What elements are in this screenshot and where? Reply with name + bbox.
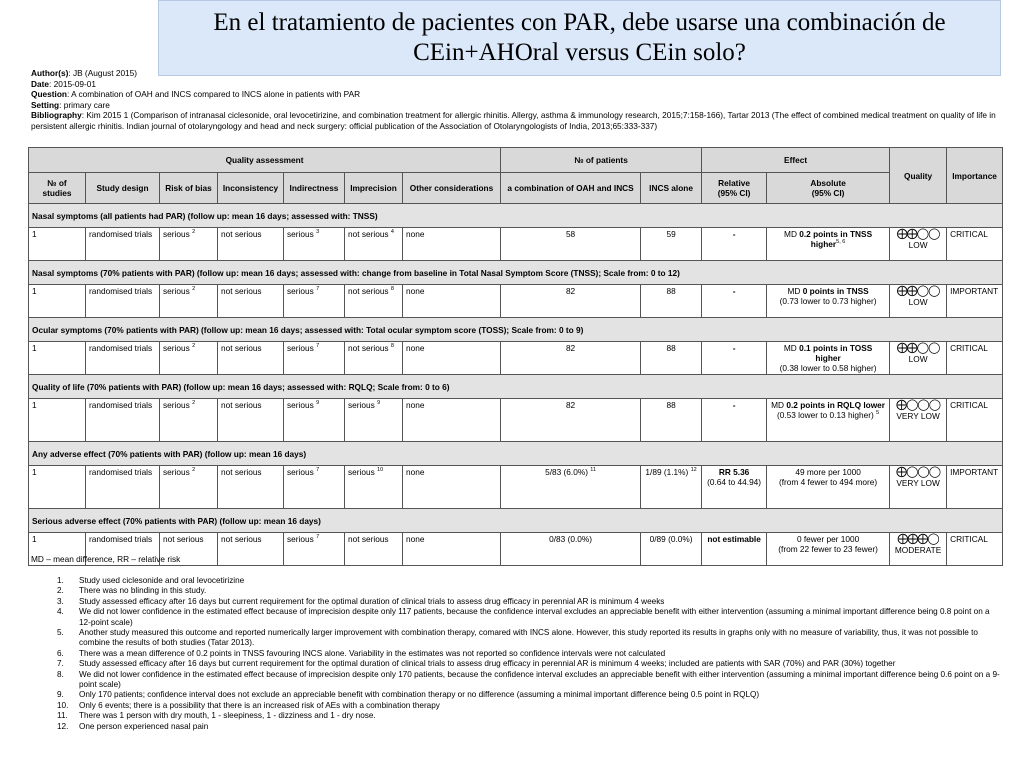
cell-inconsistency: not serious	[218, 533, 284, 566]
quality-rating-icon: ⨁⨁◯◯	[896, 285, 940, 297]
footnote-ref: 2	[192, 400, 196, 407]
cell-imprecision: not serious	[345, 533, 403, 566]
footnote-ref: 9	[316, 400, 320, 407]
footnote-number: 2.	[57, 586, 64, 596]
absolute-effect: 0 fewer per 1000	[796, 534, 860, 544]
header-indirectness: Indirectness	[284, 173, 345, 204]
cell-incs-alone: 59	[641, 228, 702, 261]
cell-importance: CRITICAL	[947, 228, 1003, 261]
absolute-prefix: MD	[771, 400, 787, 410]
footnote-ref: 10	[377, 467, 384, 474]
cell-indirectness: serious $^9$	[284, 399, 345, 442]
footnote-text: Study assessed efficacy after 16 days but current requirement for the optimal duration of clinical trials to assess drug efficacy in perennial AR is minimum 4 weeks; included are patients with SAR (70%) and PAR (30%) together	[79, 659, 896, 669]
quality-rating-icon: ⨁⨁⨁◯	[897, 533, 939, 545]
cell-relative: -	[702, 228, 767, 261]
footnote-ref: 9	[377, 400, 381, 407]
meta-setting: Setting: primary care	[31, 99, 110, 110]
footnotes-list	[57, 576, 1002, 732]
cell-other-considerations: none	[403, 228, 501, 261]
outcome-header-row	[29, 509, 1003, 533]
footnote-text: Only 170 patients; confidence interval does not exclude an appreciable benefit with combination therapy or no difference (assuming a minimal important difference being 0.5 point in RQLQ)	[79, 690, 760, 700]
outcome-data-row	[29, 228, 1003, 261]
footnote-item	[57, 711, 1002, 721]
absolute-ci: (from 22 fewer to 23 fewer)	[778, 544, 878, 554]
footnote-number: 4.	[57, 607, 64, 617]
footnote-number: 10.	[57, 700, 69, 710]
footnote-ref: 8	[390, 343, 394, 350]
quality-rating-icon: ⨁⨁◯◯	[896, 342, 940, 354]
footnote-text: One person experienced nasal pain	[79, 721, 209, 731]
cell-absolute	[767, 399, 890, 442]
outcome-title: Quality of life (70% patients with PAR) (follow up: mean 16 days; assessed with: RQLQ; Scale from: 0 to 6)	[29, 375, 1003, 399]
footnote-text: We did not lower confidence in the estimated effect because of imprecision despite only 117 patients, because the confidence interval excludes an appreciable benefit with either intervention (assuming a minimal important difference being 0.8 point on a 12-point scale)	[79, 607, 990, 627]
quality-rating-icon: ⨁◯◯◯	[896, 466, 941, 478]
outcome-data-row	[29, 342, 1003, 375]
cell-absolute	[767, 285, 890, 318]
footnote-item	[57, 659, 1002, 669]
footnote-text: Another study measured this outcome and reported numerically larger improvement with combination therapy, comared with INCS alone. However, this study reported its results in graphs only with no measure of variability, thus, it was not possible to combine the results of both studies (Tatar 2013).	[79, 628, 978, 648]
outcome-title: Nasal symptoms (70% patients with PAR) (follow up: mean 16 days; assessed with: change from baseline in Total Nasal Symptom Score (TNSS); Scale from: 0 to 12)	[29, 261, 1003, 285]
cell-other-considerations: none	[403, 342, 501, 375]
footnote-number: 6.	[57, 648, 64, 658]
footnote-ref: 12	[690, 467, 697, 474]
table-header-row-columns	[29, 173, 1003, 204]
footnote-ref: 2	[192, 467, 196, 474]
outcome-data-row	[29, 285, 1003, 318]
cell-study-design: randomised trials	[86, 228, 160, 261]
footnote-text: Only 6 events; there is a possibility that there is an increased risk of AEs with a combination therapy	[79, 700, 440, 710]
footnote-item	[57, 576, 1002, 586]
cell-indirectness: serious $^7$	[284, 342, 345, 375]
footnote-ref: 7	[316, 286, 320, 293]
absolute-prefix: MD	[787, 286, 803, 296]
cell-study-design: randomised trials	[86, 342, 160, 375]
footnote-number: 12.	[57, 721, 69, 731]
table-header-row-groups	[29, 148, 1003, 173]
footnote-ref: 5	[876, 410, 880, 417]
footnote-ref: 7	[316, 467, 320, 474]
outcome-data-row	[29, 466, 1003, 509]
cell-num-studies: 1	[29, 466, 86, 509]
cell-risk-of-bias: serious $^2$	[160, 466, 218, 509]
outcome-title: Serious adverse effect (70% patients with PAR) (follow up: mean 16 days)	[29, 509, 1003, 533]
absolute-effect: 0.2 points in TNSS higher	[799, 229, 873, 249]
cell-risk-of-bias: serious $^2$	[160, 285, 218, 318]
header-importance: Importance	[947, 148, 1003, 204]
absolute-effect: 0.2 points in RQLQ lower	[786, 400, 886, 410]
cell-incs-alone: 1/89 (1.1%) $^{12}$	[641, 466, 702, 509]
cell-indirectness: serious $^7$	[284, 466, 345, 509]
slide-title	[158, 0, 1001, 76]
cell-study-design: randomised trials	[86, 285, 160, 318]
cell-quality	[890, 285, 947, 318]
absolute-effect: 49 more per 1000	[795, 467, 861, 477]
footnote-item	[57, 722, 1002, 732]
cell-absolute	[767, 228, 890, 261]
cell-quality	[890, 399, 947, 442]
cell-importance: CRITICAL	[947, 342, 1003, 375]
outcome-header-row	[29, 375, 1003, 399]
header-absolute: Absolute (95% CI)	[767, 173, 890, 204]
slide-title-line-1: En el tratamiento de pacientes con PAR, debe usarse una combinación de	[213, 9, 946, 36]
cell-num-studies: 1	[29, 285, 86, 318]
cell-num-studies: 1	[29, 342, 86, 375]
outcome-title: Any adverse effect (70% patients with PAR) (follow up: mean 16 days)	[29, 442, 1003, 466]
cell-absolute	[767, 466, 890, 509]
cell-combination: 5/83 (6.0%) $^{11}$	[501, 466, 641, 509]
footnote-item	[57, 586, 1002, 596]
header-incs-alone: INCS alone	[641, 173, 702, 204]
cell-combination: 82	[501, 285, 641, 318]
cell-risk-of-bias: not serious	[160, 533, 218, 566]
meta-date: Date: 2015-09-01	[31, 78, 97, 89]
absolute-effect: 0.1 points in TOSS higher	[799, 343, 873, 363]
footnote-number: 11.	[57, 711, 68, 721]
cell-risk-of-bias: serious $^2$	[160, 342, 218, 375]
footnote-ref: 5, 6	[836, 239, 846, 246]
header-relative: Relative (95% CI)	[702, 173, 767, 204]
cell-other-considerations: none	[403, 399, 501, 442]
meta-block	[31, 68, 999, 132]
footnote-number: 5.	[57, 628, 64, 638]
footnote-item	[57, 670, 1002, 691]
footnote-text: There was no blinding in this study.	[79, 586, 207, 596]
header-quality-assessment: Quality assessment	[29, 148, 501, 173]
meta-author: Author(s): JB (August 2015)	[31, 68, 138, 78]
footnote-text: There was 1 person with dry mouth, 1 - sleepiness, 1 - dizziness and 1 - dry nose.	[79, 711, 376, 721]
footnote-text: Study used ciclesonide and oral levocetirizine	[79, 576, 245, 585]
cell-relative: RR 5.36 (0.64 to 44.94)	[702, 466, 767, 509]
outcome-title: Ocular symptoms (70% patients with PAR) (follow up: mean 16 days; assessed with: Total ocular symptom score (TOSS); Scale from: 0 to 9)	[29, 318, 1003, 342]
grade-evidence-table	[28, 147, 1003, 566]
cell-quality	[890, 466, 947, 509]
footnote-ref: 7	[316, 343, 320, 350]
footnote-ref: 8	[390, 286, 394, 293]
cell-other-considerations: none	[403, 533, 501, 566]
quality-label: VERY LOW	[896, 411, 940, 421]
header-other-considerations: Other considerations	[403, 173, 501, 204]
cell-combination: 82	[501, 399, 641, 442]
cell-indirectness: serious $^7$	[284, 533, 345, 566]
footnote-text: There was a mean difference of 0.2 points in TNSS favouring INCS alone. Variability in the estimates was not reported so confidence intervals were not calculated	[79, 648, 666, 658]
cell-inconsistency: not serious	[218, 466, 284, 509]
header-quality: Quality	[890, 148, 947, 204]
footnote-item	[57, 701, 1002, 711]
cell-relative: -	[702, 342, 767, 375]
absolute-prefix: MD	[783, 343, 800, 353]
cell-combination: 58	[501, 228, 641, 261]
outcome-header-row	[29, 318, 1003, 342]
absolute-ci: (0.53 lower to 0.13 higher)	[776, 410, 874, 420]
cell-importance: CRITICAL	[947, 533, 1003, 566]
footnote-ref: 3	[316, 229, 320, 236]
footnote-number: 1.	[57, 576, 64, 585]
cell-inconsistency: not serious	[218, 342, 284, 375]
header-num-patients: № of patients	[501, 148, 702, 173]
footnote-ref: 2	[192, 229, 196, 236]
cell-study-design: randomised trials	[86, 533, 160, 566]
cell-imprecision: serious $^{10}$	[345, 466, 403, 509]
outcome-header-row	[29, 204, 1003, 228]
footnote-ref: 2	[192, 343, 196, 350]
footnote-item	[57, 690, 1002, 700]
meta-question: Question: A combination of OAH and INCS compared to INCS alone in patients with PAR	[31, 89, 361, 100]
abbreviations-note: MD – mean difference, RR – relative risk	[31, 554, 181, 564]
footnote-number: 8.	[57, 669, 64, 679]
footnote-item	[57, 597, 1002, 607]
cell-quality	[890, 228, 947, 261]
footnote-text: Study assessed efficacy after 16 days but current requirement for the optimal duration of clinical trials to assess drug efficacy in perennial AR is minimum 4 weeks	[79, 596, 665, 606]
absolute-prefix: MD	[784, 229, 800, 239]
cell-combination: 82	[501, 342, 641, 375]
cell-importance: IMPORTANT	[947, 285, 1003, 318]
slide-title-line-2: CEin+AHOral versus CEin solo?	[413, 39, 746, 66]
footnote-ref: 4	[390, 229, 394, 236]
cell-incs-alone: 88	[641, 285, 702, 318]
cell-imprecision: not serious $^4$	[345, 228, 403, 261]
quality-label: LOW	[908, 354, 928, 364]
quality-rating-icon: ⨁⨁◯◯	[896, 228, 940, 240]
cell-relative: -	[702, 399, 767, 442]
quality-rating-icon: ⨁◯◯◯	[896, 399, 941, 411]
cell-inconsistency: not serious	[218, 228, 284, 261]
cell-imprecision: not serious $^8$	[345, 342, 403, 375]
header-combination: a combination of OAH and INCS	[501, 173, 641, 204]
footnote-ref: 7	[316, 534, 320, 541]
header-risk-of-bias: Risk of bias	[160, 173, 218, 204]
cell-quality	[890, 533, 947, 566]
outcome-title: Nasal symptoms (all patients had PAR) (follow up: mean 16 days; assessed with: TNSS)	[29, 204, 1003, 228]
quality-label: MODERATE	[894, 545, 942, 555]
cell-other-considerations: none	[403, 285, 501, 318]
table-body	[29, 204, 1003, 566]
cell-risk-of-bias: serious $^2$	[160, 399, 218, 442]
header-num-studies: № of studies	[29, 173, 86, 204]
cell-inconsistency: not serious	[218, 285, 284, 318]
header-study-design: Study design	[86, 173, 160, 204]
outcome-header-row	[29, 442, 1003, 466]
absolute-effect: 0 points in TNSS	[802, 286, 869, 296]
cell-risk-of-bias: serious $^2$	[160, 228, 218, 261]
footnote-number: 7.	[57, 659, 64, 669]
cell-combination: 0/83 (0.0%)	[501, 533, 641, 566]
header-inconsistency: Inconsistency	[218, 173, 284, 204]
cell-importance: CRITICAL	[947, 399, 1003, 442]
footnote-item	[57, 607, 1002, 628]
outcome-data-row	[29, 399, 1003, 442]
cell-study-design: randomised trials	[86, 399, 160, 442]
absolute-ci: (0.38 lower to 0.58 higher)	[779, 363, 877, 373]
cell-num-studies: 1	[29, 533, 86, 566]
cell-quality	[890, 342, 947, 375]
cell-incs-alone: 88	[641, 399, 702, 442]
absolute-ci: (from 4 fewer to 494 more)	[778, 477, 878, 487]
cell-relative: -	[702, 285, 767, 318]
header-imprecision: Imprecision	[345, 173, 403, 204]
footnote-number: 3.	[57, 596, 64, 606]
meta-bibliography: Bibliography: Kim 2015 1 (Comparison of intranasal ciclesonide, oral levocetirizine, and combination treatment for allergic rhinitis. Allergy, asthma & immunology research, 2015;7:158-166), Tartar 2013 (The effect of combined medical treatment on quality of life in persistent allergic rhinitis. Indian journal of otolaryngology and head and neck surgery: official publication of the Association of Otolaryngologists of India, 2013;65:333-337)	[31, 110, 996, 131]
cell-absolute	[767, 342, 890, 375]
footnote-item	[57, 628, 1002, 649]
cell-num-studies: 1	[29, 399, 86, 442]
cell-other-considerations: none	[403, 466, 501, 509]
cell-relative: not estimable	[702, 533, 767, 566]
cell-importance: IMPORTANT	[947, 466, 1003, 509]
outcome-header-row	[29, 261, 1003, 285]
footnote-text: We did not lower confidence in the estimated effect because of imprecision despite only 170 patients, because the confidence interval excludes an appreciable benefit with either intervention (assuming a minimal important difference being 0.6 point on a 9-point scale)	[79, 669, 1000, 690]
quality-label: LOW	[908, 297, 928, 307]
footnote-item	[57, 649, 1002, 659]
cell-indirectness: serious $^3$	[284, 228, 345, 261]
header-effect: Effect	[702, 148, 890, 173]
footnote-number: 9.	[57, 690, 64, 700]
cell-incs-alone: 0/89 (0.0%)	[641, 533, 702, 566]
cell-indirectness: serious $^7$	[284, 285, 345, 318]
cell-imprecision: not serious $^8$	[345, 285, 403, 318]
cell-num-studies: 1	[29, 228, 86, 261]
absolute-ci: (0.73 lower to 0.73 higher)	[779, 296, 877, 306]
footnote-ref: 11	[590, 467, 597, 474]
cell-inconsistency: not serious	[218, 399, 284, 442]
footnote-ref: 2	[192, 286, 196, 293]
quality-label: LOW	[908, 240, 928, 250]
quality-label: VERY LOW	[896, 478, 940, 488]
cell-incs-alone: 88	[641, 342, 702, 375]
cell-absolute	[767, 533, 890, 566]
cell-imprecision: serious $^9$	[345, 399, 403, 442]
cell-study-design: randomised trials	[86, 466, 160, 509]
